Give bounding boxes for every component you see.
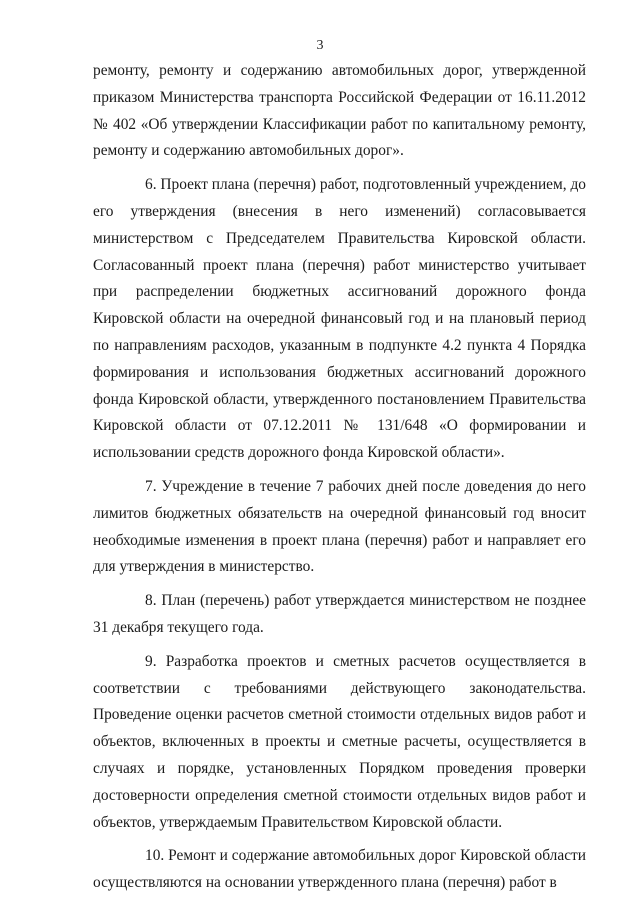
document-body [93, 58, 586, 897]
paragraph-7: 7. Учреждение в течение 7 рабочих дней после доведения до него лимитов бюджетных обязательств на очередной финансовый год вносит необходимые изменения в проект плана (перечня) работ и направляет его для утверждения в министерство. [93, 477, 586, 576]
paragraph-continuation: ремонту, ремонту и содержанию автомобильных дорог, утвержденной приказом Министерства транспорта Российской Федерации от 16.11.2012 № 402 «Об утверждении Классификации работ по капитальному ремонту, ремонту и содержанию автомобильных дорог». [93, 62, 586, 160]
paragraph-10: 10. Ремонт и содержание автомобильных дорог Кировской области осуществляются на основании утвержденного плана (перечня) работ в [93, 847, 586, 892]
paragraph-8: 8. План (перечень) работ утверждается министерством не позднее 31 декабря текущего года. [93, 592, 586, 636]
paragraph-9: 9. Разработка проектов и сметных расчетов осуществляется в соответствии с требованиями действующего законодательства. Проведение оценки расчетов сметной стоимости отдельных видов работ и объектов, включенных в проекты и сметные расчеты, осуществляется в случаях и порядке, установленных Порядком проведения проверки достоверности определения сметной стоимости отдельных видов работ и объектов, утверждаемым Правительством Кировской области. [93, 652, 586, 831]
paragraph-6: 6. Проект плана (перечня) работ, подготовленный учреждением, до его утверждения (внесения в него изменений) согласовывается министерством с Председателем Правительства Кировской области. Согласованный проект плана (перечня) работ министерство учитывает при распределении бюджетных ассигнований дорожного фонда Кировской области на очередной финансовый год и на плановый период по направлениям расходов, указанным в подпункте 4.2 пункта 4 Порядка формирования и использования бюджетных ассигнований дорожного фонда Кировской области, утвержденного постановлением Правительства Кировской области от 07.12.2011 № 131/648 «О формировании и использовании средств дорожного фонда Кировской области». [93, 176, 586, 462]
page-number: 3 [316, 38, 324, 53]
